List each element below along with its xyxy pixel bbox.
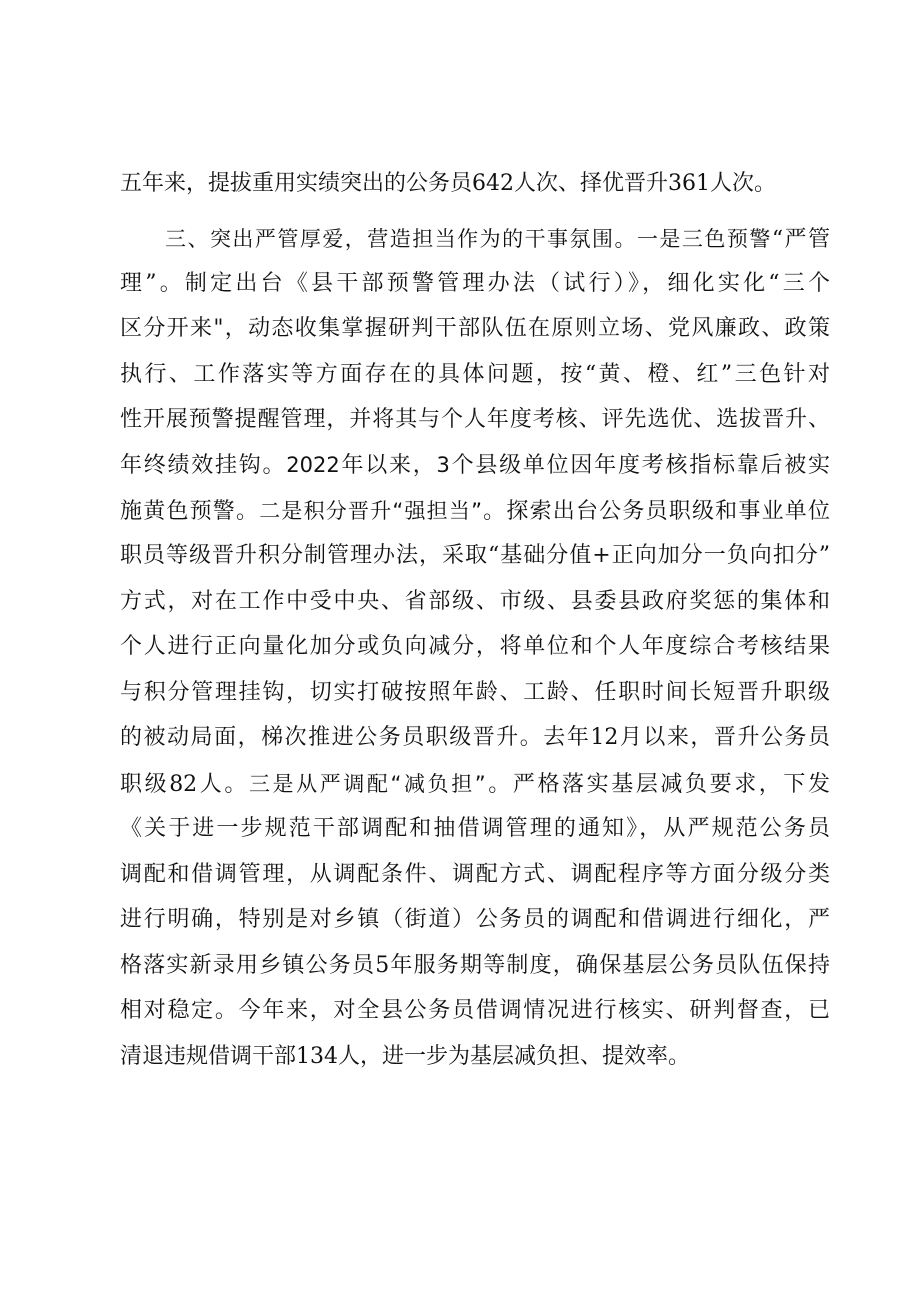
text-line-7: 年终绩效挂钩。2022年以来，3个县级单位因年度考核指标靠后被实 [120, 453, 830, 478]
text-line-3: 理”。制定出台《县干部预警管理办法（试行）》，细化实化“三个 [120, 271, 830, 296]
text-line-1: 五年来，提拔重用实绩突出的公务员642人次、择优晋升361人次。 [120, 171, 776, 196]
text-line-6: 性开展预警提醒管理，并将其与个人年度考核、评先选优、选拔晋升、 [120, 407, 830, 432]
text-line-4: 区分开来"，动态收集掌握研判干部队伍在原则立场、党风廉政、政策 [120, 316, 830, 341]
text-line-13: 的被动局面，梯次推进公务员职级晋升。去年12月以来，晋升公务员 [120, 725, 830, 750]
subsection-heading-3: 三是从严调配“减负担” [248, 772, 486, 796]
text-line-20: 清退违规借调干部134人，进一步为基层减负担、提效率。 [120, 1044, 690, 1069]
text-line-11: 个人进行正向量化加分或负向减分，将单位和个人年度综合考核结果 [120, 634, 830, 659]
text-line-12: 与积分管理挂钩，切实打破按照年龄、工龄、任职时间长短晋升职级 [120, 680, 830, 705]
text-line-10: 方式，对在工作中受中央、省部级、市级、县委县政府奖惩的集体和 [120, 589, 830, 614]
text-line-19: 相对稳定。今年来，对全县公务员借调情况进行核实、研判督查，已 [120, 998, 830, 1023]
text-line-9: 职员等级晋升积分制管理办法，采取“基础分值+正向加分一负向扣分” [120, 543, 830, 568]
section-heading: 三、突出严管厚爱，营造担当作为的干事氛围。一是三色预警 [165, 227, 772, 251]
text-line-17: 进行明确，特别是对乡镇（街道）公务员的调配和借调进行细化，严 [120, 907, 830, 932]
text-line-18: 格落实新录用乡镇公务员5年服务期等制度，确保基层公务员队伍保持 [120, 953, 830, 978]
text-line-16: 调配和借调管理，从调配条件、调配方式、调配程序等方面分级分类 [120, 862, 830, 887]
text-line-2: 三、突出严管厚爱，营造担当作为的干事氛围。一是三色预警“严管 [165, 227, 831, 252]
text-line-8: 施黄色预警。二是积分晋升“强担当”。探索出台公务员职级和事业单位 [120, 499, 830, 524]
text-line-5: 执行、工作落实等方面存在的具体问题，按“黄、橙、红”三色针对 [120, 362, 830, 387]
text-line-14: 职级82人。三是从严调配“减负担”。严格落实基层减负要求，下发 [120, 772, 830, 797]
subsection-heading-2: 二是积分晋升“强担当” [259, 499, 482, 523]
text-line-15: 《关于进一步规范干部调配和抽借调管理的通知》，从严规范公务员 [120, 816, 830, 841]
